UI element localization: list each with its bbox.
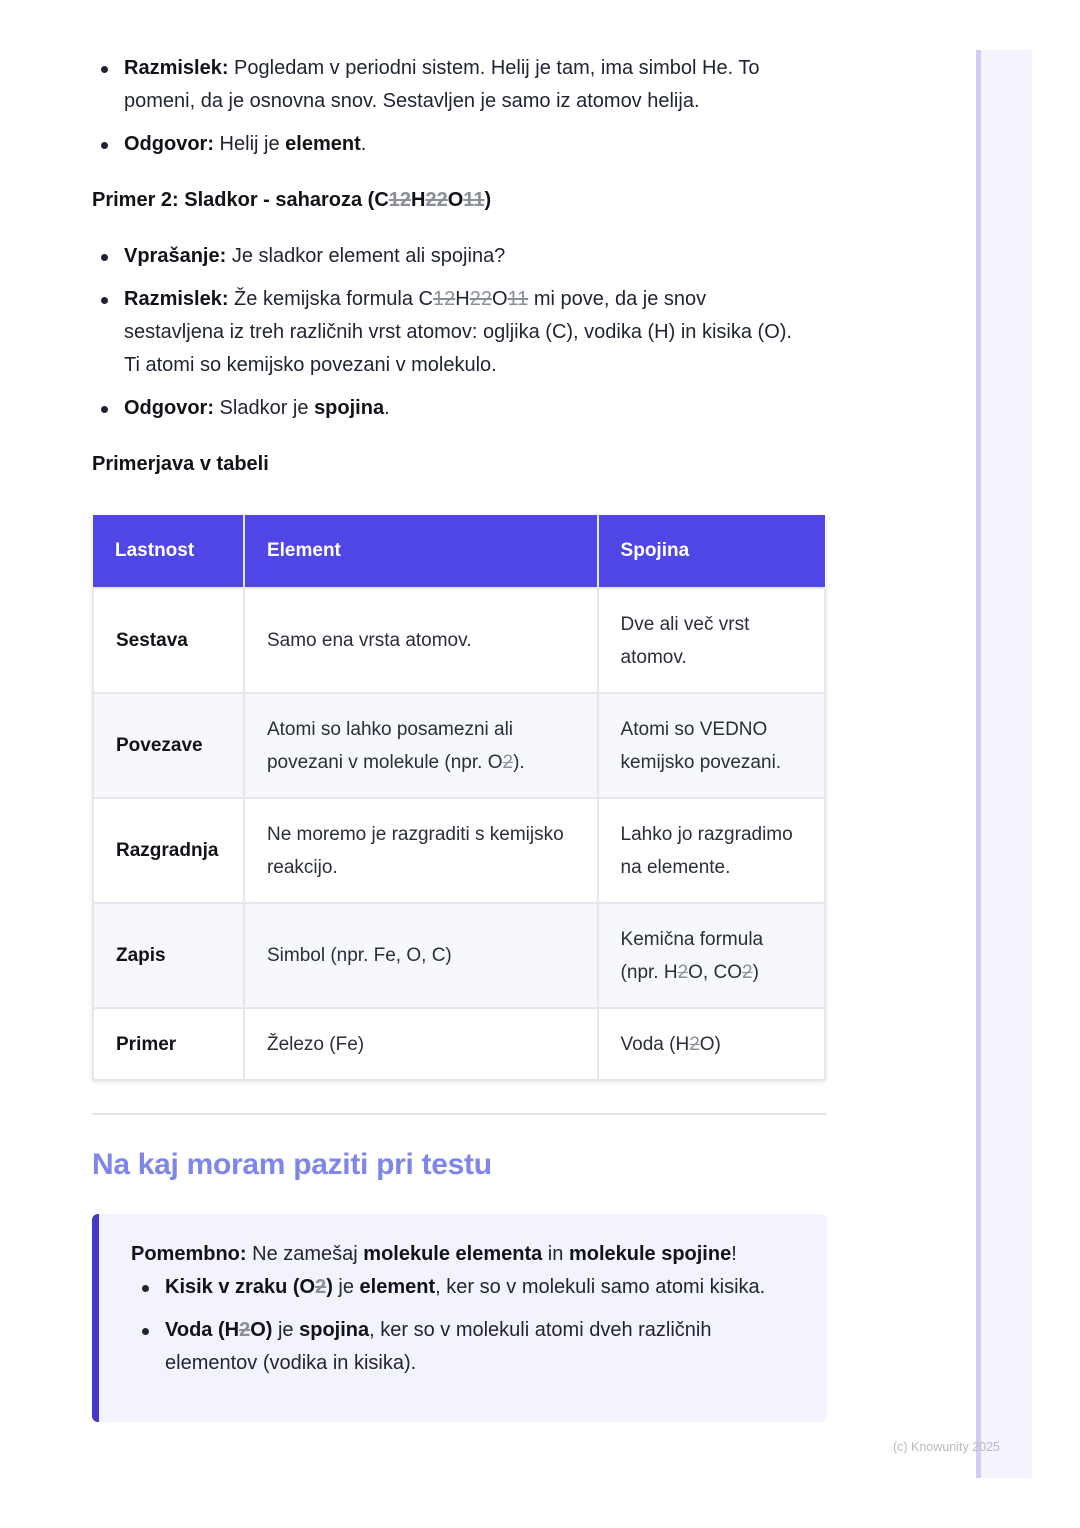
subscript: 2: [315, 1276, 327, 1298]
text: O: [491, 288, 508, 310]
text: elementov (vodika in kisika).: [165, 1352, 417, 1374]
table-row: [93, 798, 825, 903]
spojina-cell: [598, 693, 825, 798]
element-cell: Samo ena vrsta atomov.: [244, 588, 598, 693]
side-panel: [976, 50, 1032, 1478]
label-vprasanje: Vprašanje:: [124, 245, 227, 267]
comparison-table: [92, 515, 826, 1081]
answer-bold: element: [285, 133, 361, 155]
row-key: Razgradnja: [93, 798, 244, 903]
table-row: [93, 1008, 825, 1080]
element-cell: [244, 798, 598, 903]
subscript: 2: [677, 961, 689, 983]
element-cell: [244, 693, 598, 798]
table-row: [93, 588, 825, 693]
label-razmislek: Razmislek:: [124, 288, 229, 310]
list-item: [92, 240, 852, 273]
text: Je sladkor element ali spojina?: [226, 245, 506, 267]
table-header-row: [93, 515, 825, 588]
cell-text: Atomi so lahko posamezni ali: [266, 718, 514, 740]
subscript: 11: [463, 189, 485, 211]
text: .: [360, 133, 367, 155]
list-item: [92, 392, 852, 425]
text: .: [384, 397, 390, 419]
column-header-spojina: Spojina: [598, 515, 825, 588]
cell-text: na elemente.: [620, 856, 731, 878]
cell-text: Lahko jo razgradimo: [620, 823, 793, 845]
text: , ker so v molekuli samo atomi kisika.: [435, 1276, 766, 1298]
text: Ne zamešaj: [246, 1243, 364, 1265]
subscript: 12: [433, 288, 456, 310]
subscript: 2: [742, 961, 753, 983]
section-divider: [92, 1113, 827, 1115]
heading-text: Primer 2: Sladkor - saharoza (C: [92, 189, 389, 211]
spojina-cell: [598, 798, 825, 903]
cell-text: atomov.: [620, 646, 687, 668]
text: Ti atomi so kemijsko povezani v molekulo.: [124, 354, 497, 376]
table-heading: Primerjava v tabeli: [92, 453, 269, 475]
text: Pogledam v periodni sistem. Helij je tam, ima simbol He. To: [228, 57, 760, 79]
heading-text: O: [447, 189, 464, 211]
column-header-lastnost: Lastnost: [93, 515, 244, 588]
text: , ker so v molekuli atomi dveh različnih: [369, 1319, 712, 1341]
label-odgovor: Odgovor:: [124, 397, 214, 419]
cell-text: ): [752, 961, 759, 983]
spojina-cell: [598, 903, 825, 1008]
bold-text: molekule spojine: [568, 1243, 732, 1265]
cell-text: (npr. H: [620, 961, 678, 983]
example1-answer-list: [92, 52, 827, 161]
cell-text: Ne moremo je razgraditi s kemijsko: [266, 823, 564, 845]
text: je: [272, 1319, 300, 1341]
column-header-element: Element: [244, 515, 598, 588]
list-item: [133, 1271, 813, 1304]
heading-text: H: [411, 189, 426, 211]
heading-text: ): [484, 189, 492, 211]
cell-text: Dve ali več vrst: [620, 613, 750, 635]
section-heading: Na kaj moram paziti pri testu: [92, 1148, 492, 1181]
bold-text: Kisik v zraku (O: [165, 1276, 316, 1298]
cell-text: O): [699, 1033, 721, 1055]
subscript: 12: [388, 189, 412, 211]
copyright-footer: (c) Knowunity 2025: [893, 1440, 1001, 1454]
label-razmislek: Razmislek:: [124, 57, 229, 79]
subscript: 2: [502, 751, 514, 773]
text: Že kemijska formula C: [228, 288, 433, 310]
element-cell: Simbol (npr. Fe, O, C): [244, 903, 598, 1008]
text: je: [332, 1276, 360, 1298]
bold-text: Voda (H: [165, 1319, 240, 1341]
list-item: [92, 128, 827, 161]
callout-list: [133, 1271, 813, 1380]
example2-list: [92, 240, 852, 425]
important-callout: [92, 1214, 827, 1422]
cell-text: Kemična formula: [620, 928, 764, 950]
bold-text: element: [359, 1276, 436, 1298]
example2-heading: [92, 186, 491, 214]
text: mi pove, da je snov: [528, 288, 707, 310]
subscript: 2: [689, 1033, 700, 1055]
cell-text: Atomi so VEDNO: [620, 718, 768, 740]
bold-text: O): [250, 1319, 273, 1341]
element-cell: Železo (Fe): [244, 1008, 598, 1080]
subscript: 2: [239, 1319, 251, 1341]
bold-text: ): [326, 1276, 333, 1298]
row-key: Zapis: [93, 903, 244, 1008]
text: Sladkor je: [214, 397, 315, 419]
table-row: [93, 693, 825, 798]
text: !: [731, 1243, 737, 1265]
row-key: Povezave: [93, 693, 244, 798]
cell-text: ).: [513, 751, 525, 773]
bold-text: spojina: [299, 1319, 370, 1341]
cell-text: Voda (H: [620, 1033, 690, 1055]
text: pomeni, da je osnovna snov. Sestavljen je samo iz atomov helija.: [124, 90, 700, 112]
label-pomembno: Pomembno:: [131, 1243, 247, 1265]
callout-lead: [131, 1238, 737, 1270]
cell-text: reakcijo.: [266, 856, 338, 878]
bold-text: molekule elementa: [363, 1243, 543, 1265]
subscript: 11: [507, 288, 529, 310]
row-key: Sestava: [93, 588, 244, 693]
cell-text: povezani v molekule (npr. O: [266, 751, 503, 773]
list-item: [133, 1314, 813, 1380]
spojina-cell: [598, 588, 825, 693]
cell-text: kemijsko povezani.: [620, 751, 782, 773]
table-row: [93, 903, 825, 1008]
subscript: 22: [425, 189, 448, 211]
text: H: [455, 288, 470, 310]
text: Helij je: [214, 133, 286, 155]
row-key: Primer: [93, 1008, 244, 1080]
label-odgovor: Odgovor:: [124, 133, 214, 155]
list-item: [92, 52, 827, 118]
spojina-cell: [598, 1008, 825, 1080]
text: in: [542, 1243, 569, 1265]
text: sestavljena iz treh različnih vrst atomov: ogljika (C), vodika (H) in kisika (O).: [124, 321, 792, 343]
answer-bold: spojina: [314, 397, 385, 419]
cell-text: O, CO: [688, 961, 742, 983]
subscript: 22: [469, 288, 492, 310]
list-item: [92, 283, 852, 382]
